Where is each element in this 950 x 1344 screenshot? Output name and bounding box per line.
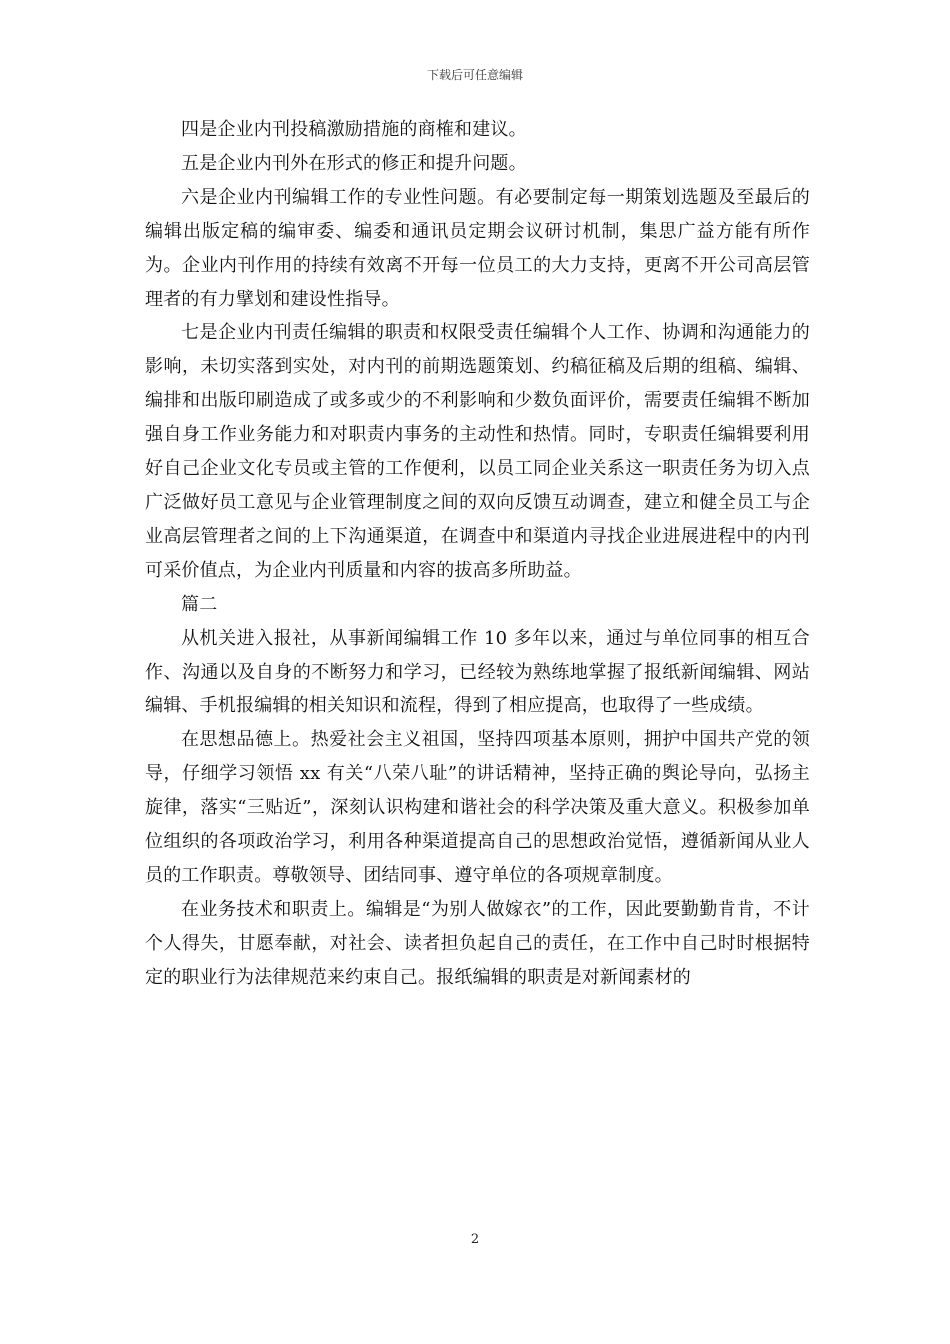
section-heading-part-two: 篇二 bbox=[181, 593, 218, 615]
page-header: 下载后可任意编辑 bbox=[426, 68, 523, 82]
paragraph-point-five: 五是企业内刊外在形式的修正和提升问题。 bbox=[181, 152, 527, 174]
paragraph-point-six: 六是企业内刊编辑工作的专业性问题。有必要制定每一期策划选题及至最后的编辑出版定稿的编审委、编委和通讯员定期会议研讨机制，集思广益方能有所作为。企业内刊作用的持续有效离不开每一位员工的大力支持，更离不开公司高层管理者的有力擘划和建设性指导。 bbox=[145, 186, 810, 310]
paragraph-professional-duties: 在业务技术和职责上。编辑是“为别人做嫁衣”的工作，因此要勤勤肯肯，不计个人得失，甘愿奉献，对社会、读者担负起自己的责任，在工作中自己时时根据特定的职业行为法律规范来约束自己。报纸编辑的职责是对新闻素材的 bbox=[145, 898, 810, 988]
document-body bbox=[145, 113, 810, 995]
page-number: 2 bbox=[470, 1232, 480, 1247]
paragraph-introduction: 从机关进入报社，从事新闻编辑工作 10 多年以来，通过与单位同事的相互合作、沟通以及自身的不断努力和学习，已经较为熟练地掌握了报纸新闻编辑、网站编辑、手机报编辑的相关知识和流程，得到了相应提高，也取得了一些成绩。 bbox=[145, 627, 810, 717]
paragraph-point-four: 四是企业内刊投稿激励措施的商榷和建议。 bbox=[181, 119, 527, 140]
paragraph-ideology: 在思想品德上。热爱社会主义祖国，坚持四项基本原则，拥护中国共产党的领导，仔细学习领悟 xx 有关“八荣八耻”的讲话精神，坚持正确的舆论导向，弘扬主旋律，落实“三贴近”，深刻认识构建和谐社会的科学决策及重大意义。积极参加单位组织的各项政治学习，利用各种渠道提高自己的思想政治觉悟，遵循新闻从业人员的工作职责。尊敬领导、团结同事、遵守单位的各项规章制度。 bbox=[145, 729, 810, 886]
paragraph-point-seven: 七是企业内刊责任编辑的职责和权限受责任编辑个人工作、协调和沟通能力的影响，未切实落到实处，对内刊的前期选题策划、约稿征稿及后期的组稿、编辑、编排和出版印刷造成了或多或少的不利影响和少数负面评价，需要责任编辑不断加强自身工作业务能力和对职责内事务的主动性和热情。同时，专职责任编辑要利用好自己企业文化专员或主管的工作便利，以员工同企业关系这一职责任务为切入点广泛做好员工意见与企业管理制度之间的双向反馈互动调查，建立和健全员工与企业高层管理者之间的上下沟通渠道，在调查中和渠道内寻找企业进展进程中的内刊可采价值点，为企业内刊质量和内容的拔高多所助益。 bbox=[145, 322, 810, 581]
